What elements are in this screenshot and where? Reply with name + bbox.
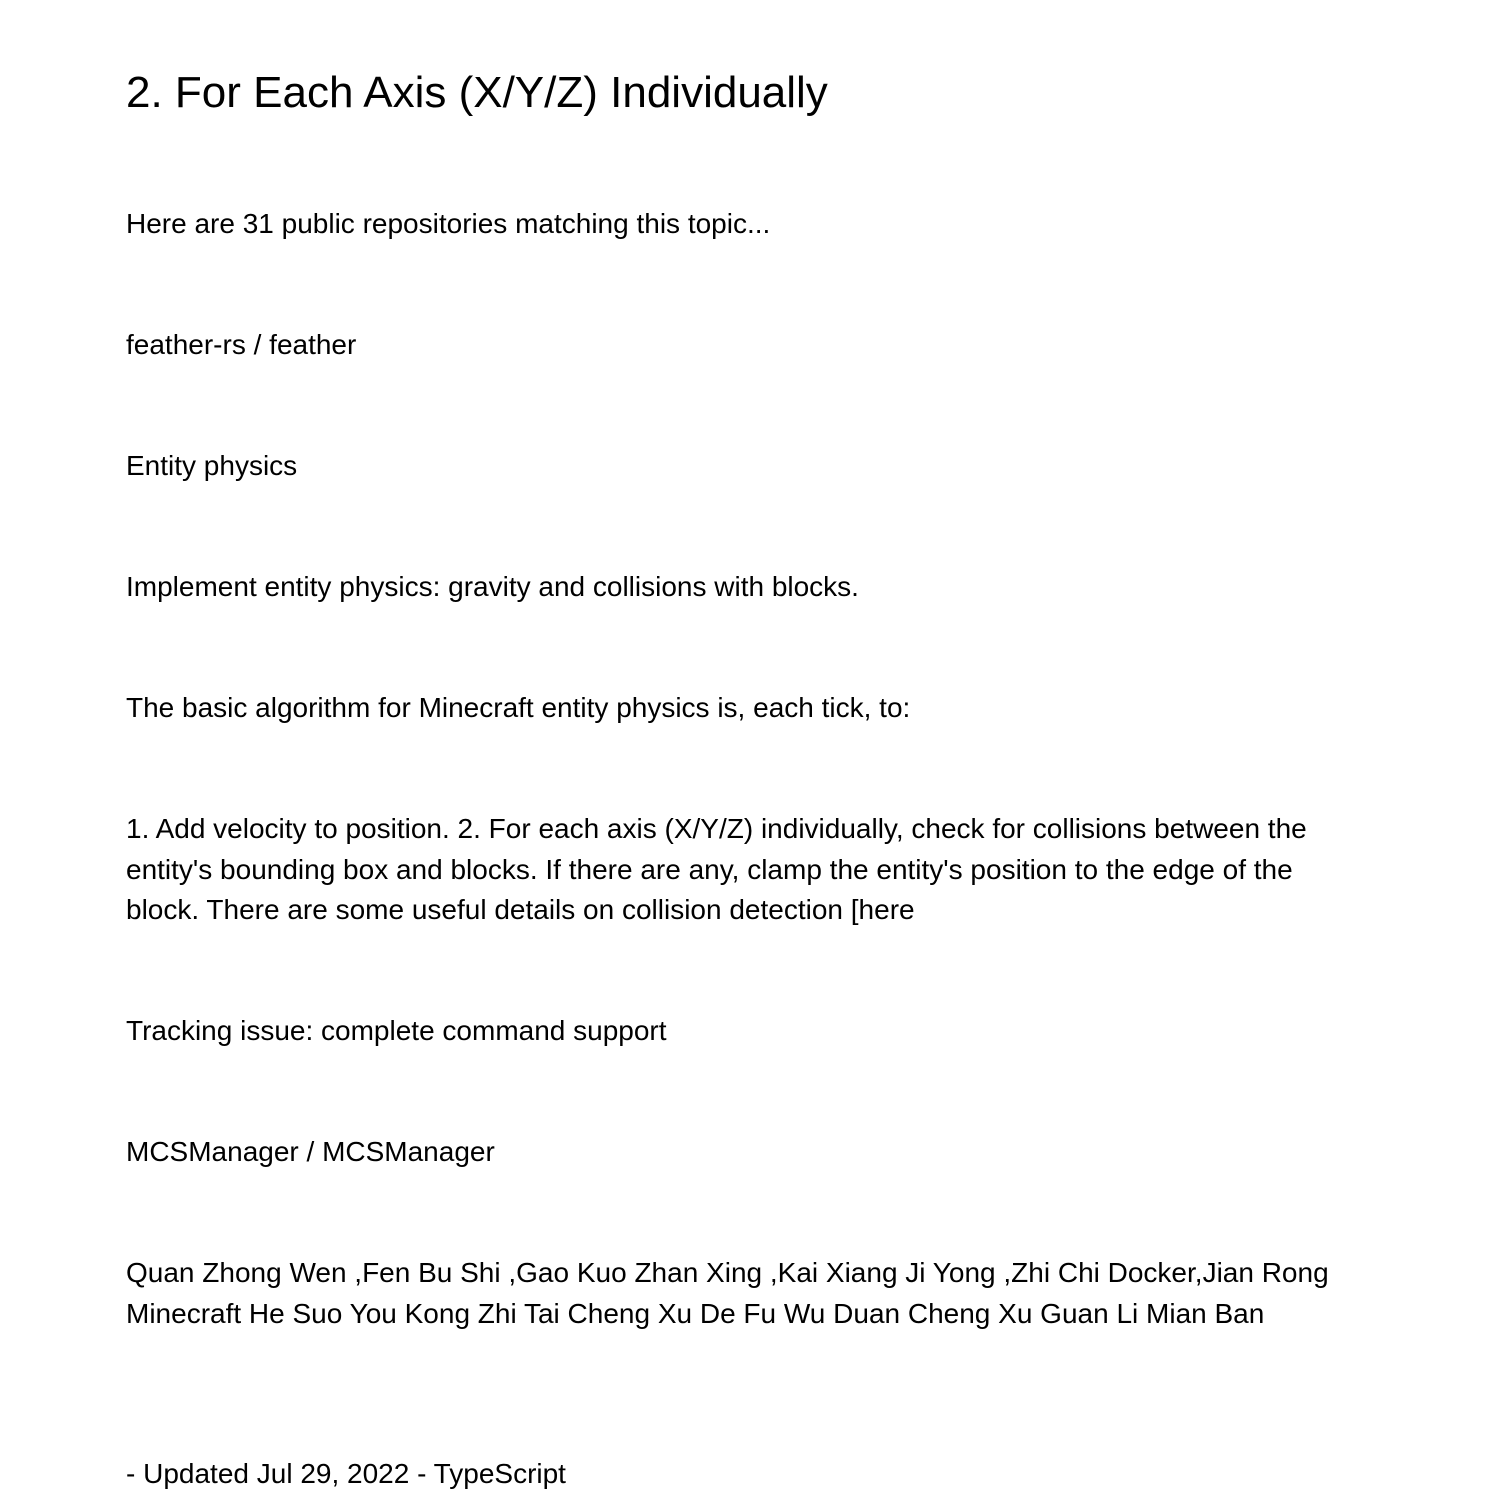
page-title: 2. For Each Axis (X/Y/Z) Individually: [126, 68, 828, 117]
repo-description: Quan Zhong Wen ,Fen Bu Shi ,Gao Kuo Zhan Xing ,Kai Xiang Ji Yong ,Zhi Chi Docker,Jian Rong Minecraft He Suo You Kong Zhi Tai Cheng Xu De Fu Wu Duan Cheng Xu Guan Li Mian Ban: [126, 1257, 1329, 1329]
repo-count-text: Here are 31 public repositories matching this topic...: [126, 208, 771, 239]
issue-title: Entity physics: [126, 450, 298, 481]
algorithm-steps: 1. Add velocity to position. 2. For each axis (X/Y/Z) individually, check for collisions between the entity's bounding box and blocks. If there are any, clamp the entity's position to the edge of the block. There are some useful details on collision detection [here: [126, 813, 1307, 925]
repo-meta: - Updated Jul 29, 2022 - TypeScript: [126, 1458, 566, 1489]
algorithm-intro: The basic algorithm for Minecraft entity physics is, each tick, to:: [126, 692, 911, 723]
tracking-issue: Tracking issue: complete command support: [126, 1015, 667, 1046]
repo-name: feather-rs / feather: [126, 329, 357, 360]
repo-name-2: MCSManager / MCSManager: [126, 1136, 495, 1167]
issue-summary: Implement entity physics: gravity and collisions with blocks.: [126, 571, 859, 602]
